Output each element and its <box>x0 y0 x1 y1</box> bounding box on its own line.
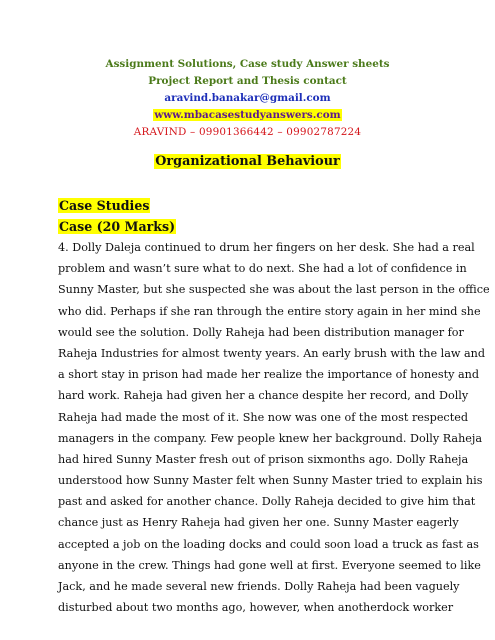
body-line: managers in the company. Few people knew her background. Dolly Raheja <box>58 431 483 445</box>
body-line: past and asked for another chance. Dolly Raheja decided to give him that <box>58 495 476 509</box>
body-line: who did. Perhaps if she ran through the entire story again in her mind she <box>58 304 481 318</box>
body-line: 4. Dolly Daleja continued to drum her fingers on her desk. She had a real <box>58 241 475 254</box>
body-line: accepted a job on the loading docks and could soon load a truck as fast as <box>58 537 479 551</box>
body-line: had hired Sunny Master fresh out of prison sixmonths ago. Dolly Raheja <box>58 452 469 466</box>
header-website: www.mbacasestudyanswers.com <box>154 109 341 121</box>
document-title-text: Organizational Behaviour <box>155 154 340 169</box>
header-email: aravind.banakar@gmail.com <box>164 92 331 104</box>
heading-case-studies <box>58 198 150 213</box>
body-line: Jack, and he made several new friends. Dolly Raheja had been vaguely <box>58 580 460 593</box>
header-line-2: Project Report and Thesis contact <box>148 75 347 87</box>
body-line: would see the solution. Dolly Raheja had been distribution manager for <box>58 325 464 339</box>
body-line: a short stay in prison had made her realize the importance of honesty and <box>58 368 480 382</box>
heading-case-marks <box>58 219 176 234</box>
contact-header <box>0 56 495 141</box>
document-title <box>0 154 495 169</box>
case-body-text <box>58 237 490 618</box>
body-line: hard work. Raheja had given her a chance despite her record, and Dolly <box>58 389 469 403</box>
body-line: Sunny Master, but she suspected she was about the last person in the office <box>58 283 490 297</box>
body-line: chance just as Henry Raheja had given her one. Sunny Master eagerly <box>58 516 459 530</box>
body-line: anyone in the crew. Things had gone well at first. Everyone seemed to like <box>58 558 481 572</box>
body-line: problem and wasn’t sure what to do next. She had a lot of confidence in <box>58 262 467 276</box>
heading-case-marks-text: Case (20 Marks) <box>59 219 176 234</box>
body-line: disturbed about two months ago, however, when anotherdock worker <box>58 601 454 615</box>
body-line: understood how Sunny Master felt when Sunny Master tried to explain his <box>58 474 483 488</box>
heading-case-studies-text: Case Studies <box>59 198 150 213</box>
header-line-1: Assignment Solutions, Case study Answer sheets <box>105 58 390 70</box>
body-line: Raheja had made the most of it. She now was one of the most respected <box>58 410 468 424</box>
header-phone: ARAVIND – 09901366442 – 09902787224 <box>133 126 362 138</box>
body-line: Raheja Industries for almost twenty years. An early brush with the law and <box>58 346 486 360</box>
